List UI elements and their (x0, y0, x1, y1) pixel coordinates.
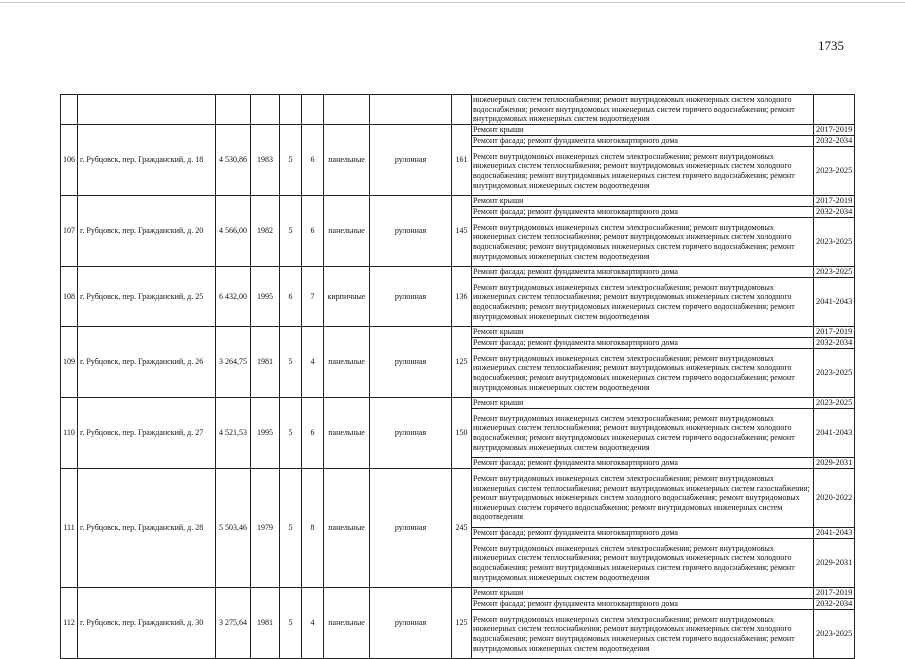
work-description: Ремонт фасада; ремонт фундамента многоквартирного дома (472, 458, 814, 469)
row-number: 112 (61, 588, 78, 659)
roof-type-cell: рулонная (370, 327, 452, 398)
roof-type-cell: рулонная (370, 196, 452, 267)
year-built-cell: 1982 (251, 196, 280, 267)
work-description: Ремонт фасада; ремонт фундамента многоквартирного дома (472, 338, 814, 349)
address-cell: г. Рубцовск, пер. Гражданский, д. 18 (78, 125, 216, 196)
table-row (61, 469, 855, 528)
work-period: 2041-2043 (814, 409, 855, 458)
work-description: Ремонт крыши (472, 125, 814, 136)
work-period: 2017-2019 (814, 588, 855, 599)
area-cell: 4 530,86 (216, 125, 251, 196)
wall-material-cell: панельные (324, 125, 370, 196)
work-description: Ремонт фасада; ремонт фундамента многоквартирного дома (472, 599, 814, 610)
row-number: 108 (61, 267, 78, 327)
area-cell: 6 432,00 (216, 267, 251, 327)
scan-artifact-line (0, 2, 905, 3)
work-description: Ремонт крыши (472, 196, 814, 207)
work-description: Ремонт внутридомовых инженерных систем электроснабжения; ремонт внутридомовых инженерных систем теплоснабжения; ремонт внутридомовых инженерных систем холодного водоснабжения; ремонт внутридомовых инженерных систем горячего водоснабжения; ремонт внутридомовых инженерных систем водоотведения (472, 218, 814, 267)
floors-cell: 5 (280, 469, 302, 588)
work-description: Ремонт крыши (472, 327, 814, 338)
work-period: 2017-2019 (814, 125, 855, 136)
floors-cell: 6 (280, 267, 302, 327)
wall-material-cell: панельные (324, 398, 370, 469)
table-row (61, 125, 855, 136)
address-cell: г. Рубцовск, пер. Гражданский, д. 27 (78, 398, 216, 469)
work-description: Ремонт фасада; ремонт фундамента многоквартирного дома (472, 207, 814, 218)
residents-cell: 125 (452, 588, 472, 659)
work-description: Ремонт внутридомовых инженерных систем электроснабжения; ремонт внутридомовых инженерных систем теплоснабжения; ремонт внутридомовых инженерных систем холодного водоснабжения; ремонт внутридомовых инженерных систем горячего водоснабжения; ремонт внутридомовых инженерных систем водоотведения (472, 278, 814, 327)
work-description: Ремонт внутридомовых инженерных систем электроснабжения; ремонт внутридомовых инженерных систем теплоснабжения; ремонт внутридомовых инженерных систем газоснабжения; ремонт внутридомовых инженерных систем холодного водоснабжения; ремонт внутридомовых инженерных систем горячего водоснабжения; ремонт внутридомовых инженерных систем водоотведения (472, 469, 814, 528)
area-cell: 3 264,75 (216, 327, 251, 398)
wall-material-cell: панельные (324, 327, 370, 398)
work-period: 2041-2043 (814, 278, 855, 327)
work-period: 2032-2034 (814, 599, 855, 610)
work-period: 2023-2025 (814, 398, 855, 409)
row-number: 107 (61, 196, 78, 267)
work-description: Ремонт крыши (472, 588, 814, 599)
roof-type-cell: рулонная (370, 398, 452, 469)
work-period: 2041-2043 (814, 528, 855, 539)
address-cell: г. Рубцовск, пер. Гражданский, д. 28 (78, 469, 216, 588)
wall-material-cell: панельные (324, 588, 370, 659)
entrances-cell: 6 (302, 125, 324, 196)
address-cell: г. Рубцовск, пер. Гражданский, д. 30 (78, 588, 216, 659)
year-built-cell: 1981 (251, 327, 280, 398)
work-period: 2032-2034 (814, 338, 855, 349)
entrances-cell: 7 (302, 267, 324, 327)
residents-cell: 125 (452, 327, 472, 398)
wall-material-cell: панельные (324, 469, 370, 588)
entrances-cell: 6 (302, 196, 324, 267)
residents-cell: 145 (452, 196, 472, 267)
wall-material-cell: кирпичные (324, 267, 370, 327)
wall-material-cell: панельные (324, 196, 370, 267)
page-number: 1735 (818, 38, 844, 53)
row-number: 111 (61, 469, 78, 588)
floors-cell: 5 (280, 327, 302, 398)
floors-cell: 5 (280, 125, 302, 196)
work-description: Ремонт фасада; ремонт фундамента многоквартирного дома (472, 136, 814, 147)
address-cell: г. Рубцовск, пер. Гражданский, д. 25 (78, 267, 216, 327)
table-row (61, 196, 855, 207)
table-row (61, 398, 855, 409)
row-number: 109 (61, 327, 78, 398)
table-row (61, 267, 855, 278)
residents-cell: 245 (452, 469, 472, 588)
row-number: 110 (61, 398, 78, 469)
floors-cell: 5 (280, 588, 302, 659)
residents-cell: 150 (452, 398, 472, 469)
entrances-cell: 6 (302, 398, 324, 469)
year-built-cell: 1981 (251, 588, 280, 659)
area-cell: 4 521,53 (216, 398, 251, 469)
roof-type-cell: рулонная (370, 469, 452, 588)
address-cell: г. Рубцовск, пер. Гражданский, д. 26 (78, 327, 216, 398)
year-built-cell: 1983 (251, 125, 280, 196)
work-period: 2023-2025 (814, 349, 855, 398)
work-period: 2032-2034 (814, 136, 855, 147)
residents-cell: 161 (452, 125, 472, 196)
continuation-row (61, 95, 855, 125)
work-period: 2023-2025 (814, 610, 855, 659)
entrances-cell: 4 (302, 588, 324, 659)
roof-type-cell: рулонная (370, 267, 452, 327)
area-cell: 4 566,00 (216, 196, 251, 267)
work-period: 2032-2034 (814, 207, 855, 218)
work-period: 2017-2019 (814, 196, 855, 207)
work-period: 2023-2025 (814, 147, 855, 196)
work-description: Ремонт внутридомовых инженерных систем электроснабжения; ремонт внутридомовых инженерных систем теплоснабжения; ремонт внутридомовых инженерных систем холодного водоснабжения; ремонт внутридомовых инженерных систем горячего водоснабжения; ремонт внутридомовых инженерных систем водоотведения (472, 539, 814, 588)
work-description: Ремонт внутридомовых инженерных систем электроснабжения; ремонт внутридомовых инженерных систем теплоснабжения; ремонт внутридомовых инженерных систем холодного водоснабжения; ремонт внутридомовых инженерных систем горячего водоснабжения; ремонт внутридомовых инженерных систем водоотведения (472, 349, 814, 398)
roof-type-cell: рулонная (370, 588, 452, 659)
work-description: Ремонт крыши (472, 398, 814, 409)
table-row (61, 588, 855, 599)
work-description: Ремонт фасада; ремонт фундамента многоквартирного дома (472, 528, 814, 539)
work-period: 2029-2031 (814, 458, 855, 469)
work-period: 2023-2025 (814, 218, 855, 267)
work-period: 2020-2022 (814, 469, 855, 528)
work-description: Ремонт фасада; ремонт фундамента многоквартирного дома (472, 267, 814, 278)
area-cell: 5 503,46 (216, 469, 251, 588)
entrances-cell: 4 (302, 327, 324, 398)
roof-type-cell: рулонная (370, 125, 452, 196)
work-description: Ремонт внутридомовых инженерных систем электроснабжения; ремонт внутридомовых инженерных систем теплоснабжения; ремонт внутридомовых инженерных систем холодного водоснабжения; ремонт внутридомовых инженерных систем горячего водоснабжения; ремонт внутридомовых инженерных систем водоотведения (472, 147, 814, 196)
address-cell: г. Рубцовск, пер. Гражданский, д. 20 (78, 196, 216, 267)
year-built-cell: 1995 (251, 267, 280, 327)
work-period: 2017-2019 (814, 327, 855, 338)
table-row (61, 327, 855, 338)
work-period: 2023-2025 (814, 267, 855, 278)
year-built-cell: 1995 (251, 398, 280, 469)
work-description: инженерных систем теплоснабжения; ремонт внутридомовых инженерных систем холодного водоснабжения; ремонт внутридомовых инженерных систем горячего водоснабжения; ремонт внутридомовых инженерных систем водоотведения (472, 95, 814, 125)
year-built-cell: 1979 (251, 469, 280, 588)
work-period: 2029-2031 (814, 539, 855, 588)
row-number: 106 (61, 125, 78, 196)
residents-cell: 136 (452, 267, 472, 327)
area-cell: 3 275,64 (216, 588, 251, 659)
floors-cell: 5 (280, 398, 302, 469)
repair-schedule-table (60, 94, 855, 659)
work-description: Ремонт внутридомовых инженерных систем электроснабжения; ремонт внутридомовых инженерных систем теплоснабжения; ремонт внутридомовых инженерных систем холодного водоснабжения; ремонт внутридомовых инженерных систем горячего водоснабжения; ремонт внутридомовых инженерных систем водоотведения (472, 409, 814, 458)
floors-cell: 5 (280, 196, 302, 267)
work-description: Ремонт внутридомовых инженерных систем электроснабжения; ремонт внутридомовых инженерных систем теплоснабжения; ремонт внутридомовых инженерных систем холодного водоснабжения; ремонт внутридомовых инженерных систем горячего водоснабжения; ремонт внутридомовых инженерных систем водоотведения (472, 610, 814, 659)
entrances-cell: 8 (302, 469, 324, 588)
